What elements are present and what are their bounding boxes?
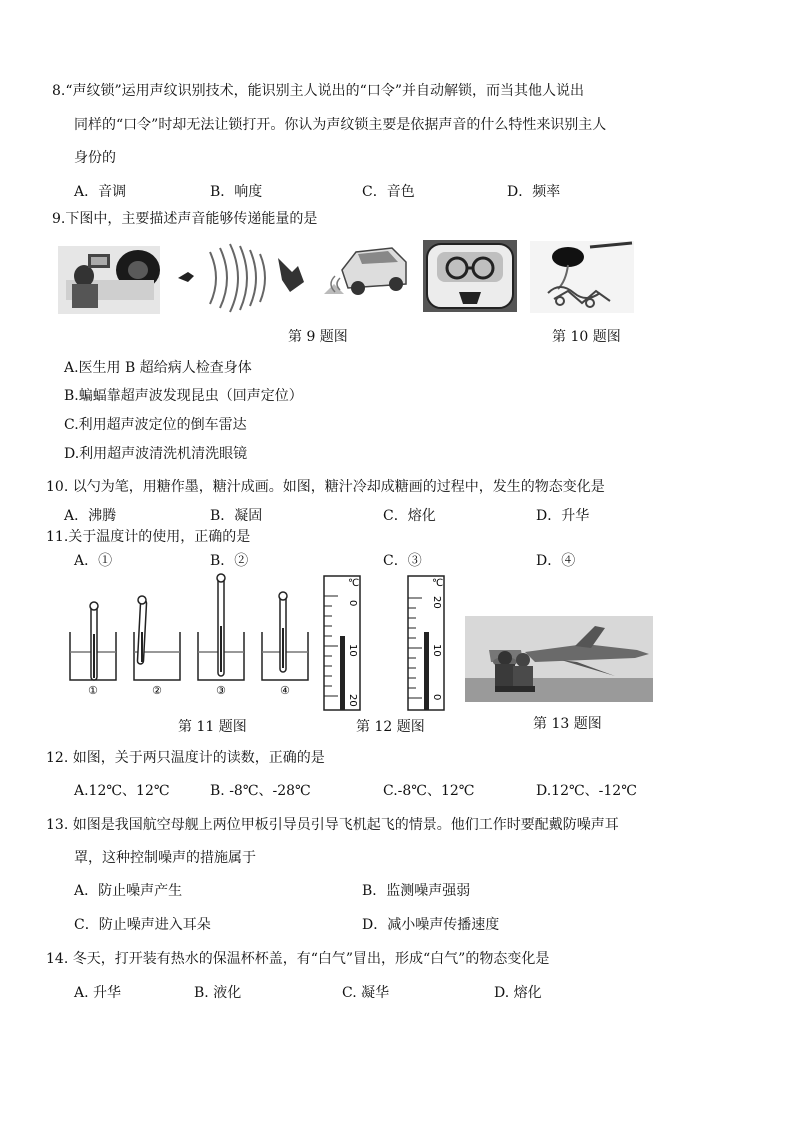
right-unit-label: ℃ (432, 578, 444, 589)
q10-option-a: A．沸腾 (64, 508, 117, 524)
left-tick-10: 10 (347, 644, 358, 657)
q9-option-d: D.利用超声波清洗机清洗眼镜 (64, 446, 248, 462)
q10-stem: 10. 以勺为笔，用糖作墨，糖汁成画。如图，糖汁冷却成糖画的过程中，发生的物态变化是 (46, 479, 605, 495)
right-tick-0: 0 (431, 694, 442, 701)
q14-option-c: C. 凝华 (342, 985, 390, 1001)
q8-option-a: A．音调 (74, 184, 127, 200)
q10-option-b: B．凝固 (210, 508, 263, 524)
beaker-label-1: ① (88, 684, 98, 697)
q8-option-d: D．频率 (507, 184, 561, 200)
q9-stem: 9.下图中，主要描述声音能够传递能量的是 (52, 211, 318, 227)
q11-option-b: B．② (210, 553, 249, 569)
q9-option-a: A.医生用 B 超给病人检查身体 (64, 360, 252, 376)
q14-option-d: D. 熔化 (494, 985, 542, 1001)
q12-option-d: D.12℃、-12℃ (536, 783, 637, 799)
q14-option-a: A. 升华 (74, 985, 122, 1001)
left-unit-label: ℃ (348, 578, 360, 589)
q13-option-b: B．监测噪声强弱 (362, 883, 471, 899)
q11-option-a: A．① (74, 553, 113, 569)
q11-stem: 11.关于温度计的使用，正确的是 (46, 529, 251, 545)
beaker-label-3: ③ (216, 684, 226, 697)
q12-option-c: C.-8℃、12℃ (383, 783, 475, 799)
q13-stem-line2: 罩，这种控制噪声的措施属于 (74, 850, 256, 866)
aircraft-carrier-deck-photo (465, 616, 653, 702)
q13-caption: 第 13 题图 (533, 716, 602, 732)
q12-option-a: A.12℃、12℃ (74, 783, 170, 799)
q10-caption: 第 10 题图 (552, 329, 621, 345)
beaker-label-2: ② (152, 684, 162, 697)
right-tick-10: 10 (431, 644, 442, 657)
q13-stem-line1: 13. 如图是我国航空母舰上两位甲板引导员引导飞机起飞的情景。他们工作时要配戴防噪声耳 (46, 817, 619, 833)
bat-echolocation-image (174, 240, 312, 316)
q8-option-b: B．响度 (210, 184, 263, 200)
left-tick-0: 0 (347, 600, 358, 607)
beakers-thermometers-figure (64, 572, 320, 700)
q9-option-c: C.利用超声波定位的倒车雷达 (64, 417, 247, 433)
q13-option-a: A．防止噪声产生 (74, 883, 183, 899)
q12-option-b: B. -8℃、-28℃ (210, 783, 311, 799)
q11-caption: 第 11 题图 (178, 719, 247, 735)
ultrasonic-cleaner-image (423, 240, 517, 312)
q8-stem-line3: 身份的 (74, 150, 116, 166)
car-radar-image (322, 238, 408, 304)
q10-option-c: C．熔化 (383, 508, 436, 524)
q10-option-d: D．升华 (536, 508, 590, 524)
q11-option-d: D．④ (536, 553, 576, 569)
q14-stem: 14. 冬天，打开装有热水的保温杯杯盖，有“白气”冒出，形成“白气”的物态变化是 (46, 951, 550, 967)
q12-stem: 12. 如图，关于两只温度计的读数，正确的是 (46, 750, 325, 766)
q13-option-c: C．防止噪声进入耳朵 (74, 917, 211, 933)
q8-option-c: C．音色 (362, 184, 415, 200)
left-tick-20: 20 (347, 694, 358, 707)
right-tick-20: 20 (431, 596, 442, 609)
q9-caption: 第 9 题图 (288, 329, 348, 345)
beaker-label-4: ④ (280, 684, 290, 697)
ultrasound-exam-image (58, 246, 160, 314)
q14-option-b: B. 液化 (194, 985, 242, 1001)
q9-option-b: B.蝙蝠靠超声波发现昆虫（回声定位） (64, 388, 303, 404)
q13-option-d: D．减小噪声传播速度 (362, 917, 500, 933)
q8-stem-line1: 8.“声纹锁”运用声纹识别技术，能识别主人说出的“口令”并自动解锁，而当其他人说出 (52, 83, 584, 99)
thermometer-left-figure (320, 574, 370, 714)
q11-option-c: C．③ (383, 553, 422, 569)
q8-stem-line2: 同样的“口令”时却无法让锁打开。你认为声纹锁主要是依据声音的什么特性来识别主人 (74, 117, 607, 133)
sugar-painting-image (530, 241, 634, 313)
q12-caption: 第 12 题图 (356, 719, 425, 735)
thermometer-right-figure (404, 574, 454, 714)
